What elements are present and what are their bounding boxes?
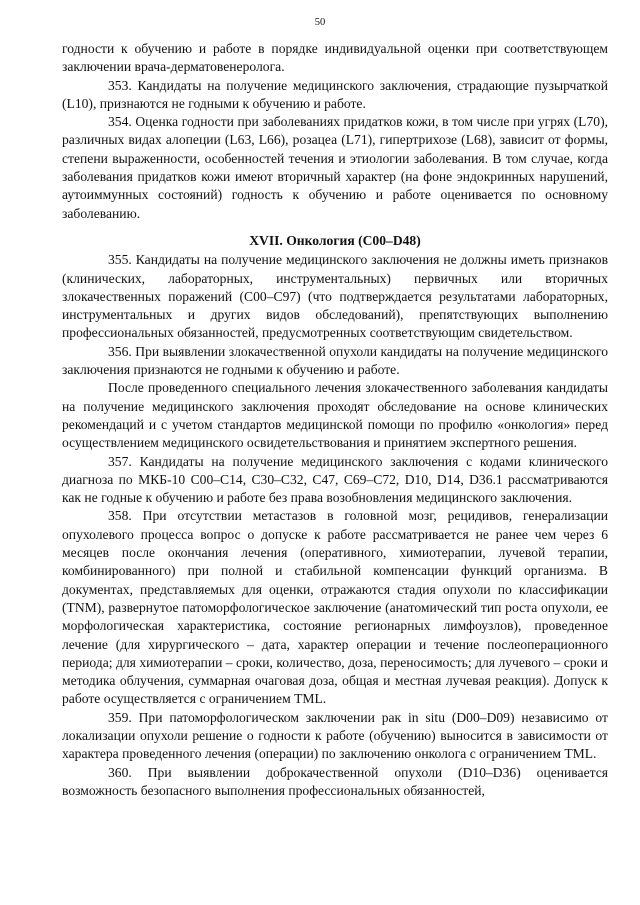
paragraph: 360. При выявлении доброкачественной опухоли (D10–D36) оценивается возможность безопасного выполнения профессиональных обязанностей,: [62, 764, 608, 798]
paragraph: 359. При патоморфологическом заключении рак in situ (D00–D09) независимо от локализации опухоли решение о годности к работе (обучению) выносится в зависимости от характера проведенного лечения (операции) по заключению онколога с ограничением TML.: [62, 709, 608, 762]
paragraph: 357. Кандидаты на получение медицинского заключения с кодами клинического диагноза по МКБ-10 C00–C14, C30–C32, C47, C69–C72, D10, D14, D36.1 рассматриваются как не годные к обучению и работе без права возобновления медицинского заключения.: [62, 453, 608, 506]
paragraph: 354. Оценка годности при заболеваниях придатков кожи, в том числе при угрях (L70), различных видах алопеции (L63, L66), розацеа (L71), гипертрихозе (L68), зависит от формы, степени выраженности, особенностей течения и этиологии заболевания. В том случае, когда заболевания придатков кожи имеют вторичный характер (на фоне эндокринных нарушений, аутоиммунных состояний) годность к обучению и работе оценивается по основному заболеванию.: [62, 114, 608, 221]
section-heading: XVII. Онкология (C00–D48): [249, 232, 421, 248]
paragraph: 356. При выявлении злокачественной опухоли кандидаты на получение медицинского заключения признаются не годными к обучению и работе.: [62, 343, 608, 378]
paragraph: 358. При отсутствии метастазов в головной мозг, рецидивов, генерализации опухолевого процесса вопрос о допуске к работе рассматривается не ранее чем через 6 месяцев после окончания лечения (оперативного, химиотерапии, лучевой терапии, комбинированного) при полной и стабильной компенсации функций организма. В документах, представляемых для оценки, отражаются стадия опухоли по классификации (TNM), развернутое патоморфологическое заключение (анатомический тип роста опухоли, ее морфологическая характеристика, состояние регионарных лимфоузлов), проведенное лечение (для хирургического – дата, характер операции и течение послеоперационного периода; для химиотерапии – сроки, количество, доза, переносимость; для лучевого – сроки и методика облучения, суммарная очаговая доза, общая и местная лучевая реакция). Допуск к работе осуществляется с ограничением TML.: [62, 508, 608, 707]
document-body: [62, 40, 608, 800]
paragraph: 353. Кандидаты на получение медицинского заключения, страдающие пузырчаткой (L10), признаются не годными к обучению и работе.: [62, 77, 608, 111]
page-number: 50: [314, 17, 326, 28]
paragraph: После проведенного специального лечения злокачественного заболевания кандидаты на получение медицинского заключения проходят обследование на основе клинических рекомендаций и с учетом стандартов медицинской помощи по профилю «онкология» перед осуществлением медицинского освидетельствования и принятием экспертного решения.: [62, 380, 608, 451]
paragraph: годности к обучению и работе в порядке индивидуальной оценки при соответствующем заключении врача-дерматовенеролога.: [62, 41, 608, 75]
paragraph: 355. Кандидаты на получение медицинского заключения не должны иметь признаков (клинических, лабораторных, инструментальных) первичных или вторичных злокачественных поражений (C00–C97) (что подтверждается результатами лабораторных, инструментальных и других видов обследований), препятствующих выполнению профессиональных обязанностей, предусмотренных соответствующим свидетельством.: [62, 252, 608, 341]
